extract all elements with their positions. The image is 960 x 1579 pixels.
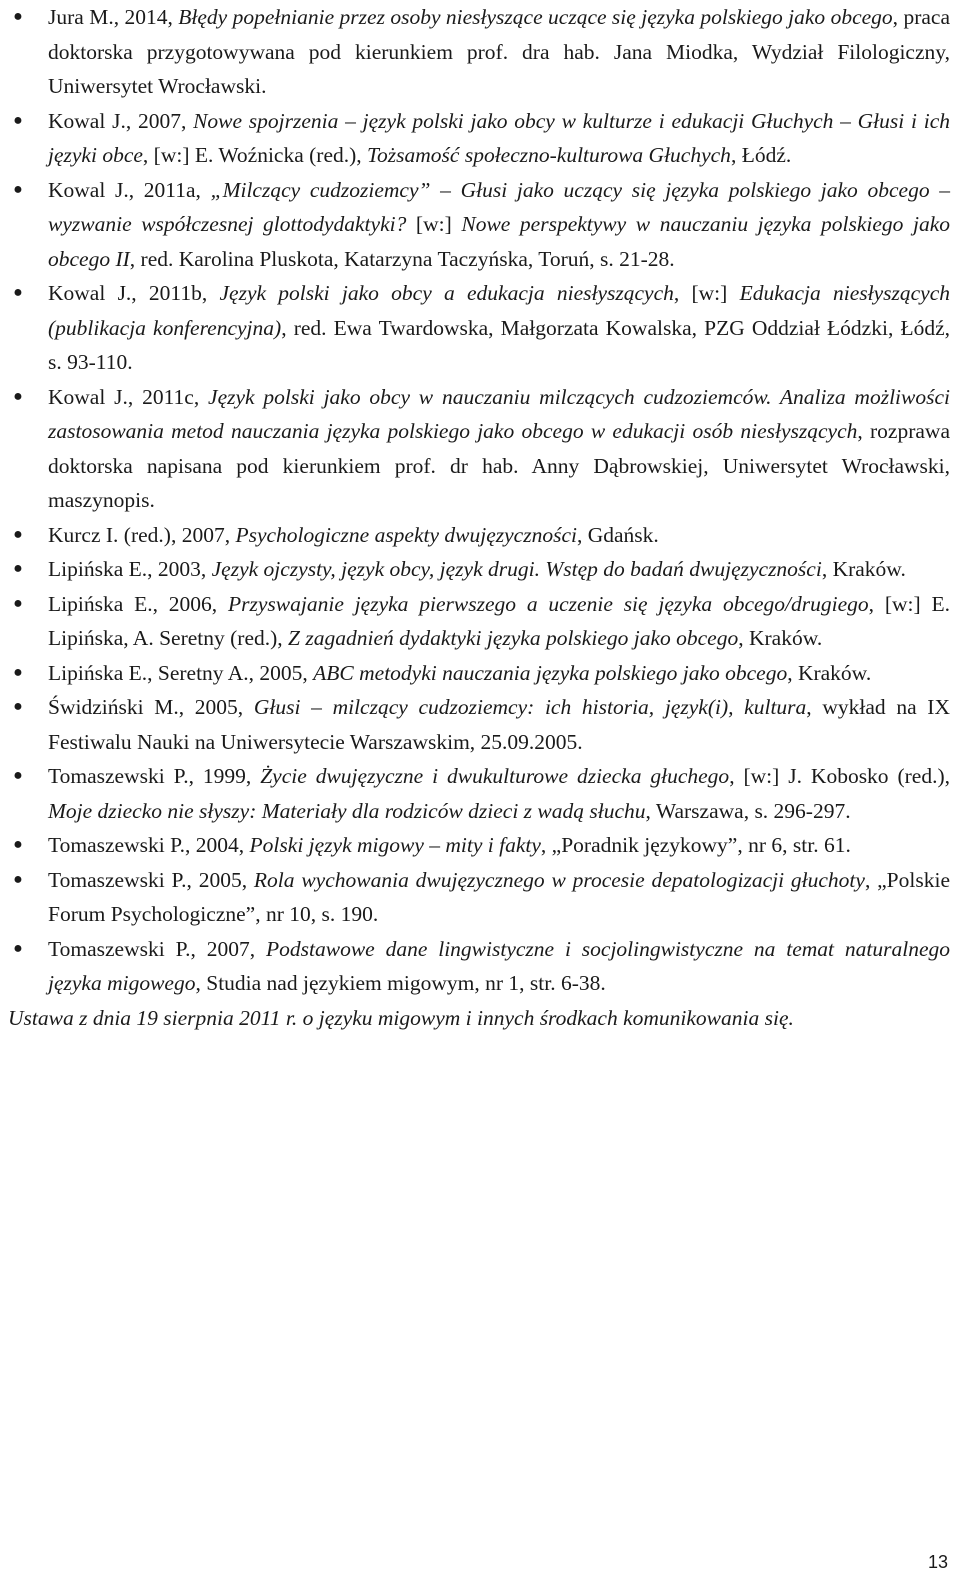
entry-title-text: Psychologiczne aspekty dwujęzyczności	[235, 522, 577, 547]
bibliography-entry	[0, 104, 960, 173]
bibliography-entry	[0, 656, 960, 691]
entry-text: Kowal J., 2007,	[48, 108, 194, 133]
entry-text: Tomaszewski P., 2005,	[48, 867, 254, 892]
entry-text: Tomaszewski P., 1999,	[48, 764, 261, 788]
entry-title-text: Nowe perspektywy w nauczaniu języka polskiego jako obcego II	[48, 212, 950, 271]
bullet-icon: ●	[13, 111, 23, 129]
entry-text: , „Poradnik językowy”, nr 6, str. 61.	[540, 833, 851, 857]
bullet-icon: ●	[13, 767, 23, 784]
entry-text: Lipińska E., 2003,	[48, 557, 212, 581]
entry-text: , [w:] E. Lipińska, A. Seretny (red.),	[48, 591, 951, 650]
bibliography-entry	[0, 932, 960, 1001]
entry-title-text: Podstawowe dane lingwistyczne i socjolingwistyczne na temat naturalnego języka migowego	[48, 936, 950, 995]
entry-text: , praca doktorska przygotowywana pod kierunkiem prof. dra hab. Jana Miodka, Wydział Filologiczny, Uniwersytet Wrocławski.	[48, 5, 950, 98]
entry-text: Jura M., 2014,	[48, 5, 179, 29]
bibliography-entry	[0, 173, 960, 277]
entry-text: [w:]	[406, 212, 462, 236]
entry-text: Lipińska E., 2006,	[48, 591, 228, 616]
entry-title-text: Rola wychowania dwujęzycznego w procesie depatologizacji głuchoty	[253, 867, 865, 892]
entry-text: , red. Karolina Pluskota, Katarzyna Taczyńska, Toruń, s. 21-28.	[129, 246, 675, 271]
entry-text: Kurcz I. (red.), 2007,	[48, 522, 236, 547]
entry-text: , „Polskie Forum Psychologiczne”, nr 10, s. 190.	[48, 867, 950, 926]
entry-title-text: „Milczący cudzoziemcy” – Głusi jako uczący się języka polskiego jako obcego – wyzwanie współczesnej glottodydaktyki?	[48, 177, 950, 236]
bullet-icon: ●	[13, 8, 23, 25]
bullet-icon: ●	[13, 939, 23, 957]
entry-text: Kowal J., 2011a,	[48, 177, 211, 202]
final-reference-line: Ustawa z dnia 19 sierpnia 2011 r. o języku migowym i innych środkach komunikowania się.	[8, 1005, 794, 1030]
entry-text: , Gdańsk.	[576, 522, 659, 547]
entry-text: , Studia nad językiem migowym, nr 1, str. 6-38.	[195, 971, 606, 995]
entry-title-text: Język polski jako obcy w nauczaniu milczących cudzoziemców. Analiza możliwości zastosowania metod nauczania języka polskiego jako obcego w edukacji osób niesłyszących	[48, 384, 950, 443]
bibliography-entry	[0, 863, 960, 932]
entry-text: , [w:] E. Woźnicka (red.),	[142, 143, 368, 167]
bibliography-entry	[0, 587, 960, 656]
entry-text: , [w:]	[673, 281, 740, 305]
bullet-icon: ●	[13, 560, 23, 577]
entry-title-text: Z zagadnień dydaktyki języka polskiego jako obcego	[288, 626, 739, 650]
entry-text: , Kraków.	[787, 660, 872, 685]
bullet-icon: ●	[13, 663, 23, 681]
bullet-icon: ●	[13, 698, 23, 715]
bibliography-entry	[0, 0, 960, 104]
entry-text: Kowal J., 2011b,	[48, 281, 220, 305]
entry-title-text: Edukacja niesłyszących (publikacja konferencyjna)	[48, 281, 951, 340]
entry-title-text: Przyswajanie języka pierwszego a uczenie się języka obcego/drugiego	[228, 591, 869, 616]
entry-title-text: Błędy popełnianie przez osoby niesłyszące uczące się języka polskiego jako obcego	[178, 5, 893, 29]
page-number: 13	[927, 1552, 948, 1572]
entry-title-text: Polski język migowy – mity i fakty	[249, 833, 541, 857]
bibliography-entry	[0, 690, 960, 759]
entry-title-text: Język polski jako obcy a edukacja niesłyszących	[219, 281, 674, 305]
entry-title-text: Tożsamość społeczno-kulturowa Głuchych	[367, 143, 731, 167]
entry-text: , Łódź.	[730, 143, 792, 167]
entry-title-text: Głusi – milczący cudzoziemcy: ich historia, język(i), kultura	[253, 695, 807, 719]
bibliography-entry	[0, 828, 960, 863]
entry-text: Tomaszewski P., 2004,	[48, 833, 250, 857]
bullet-icon: ●	[13, 594, 23, 612]
entry-text: Kowal J., 2011c,	[48, 384, 209, 409]
entry-text: Lipińska E., Seretny A., 2005,	[48, 660, 314, 685]
entry-text: Świdziński M., 2005,	[48, 695, 254, 719]
bullet-icon: ●	[13, 525, 23, 543]
entry-title-text: ABC metodyki nauczania języka polskiego jako obcego	[313, 660, 788, 685]
entry-text: , wykład na IX Festiwalu Nauki na Uniwersytecie Warszawskim, 25.09.2005.	[48, 695, 950, 754]
bullet-icon: ●	[13, 870, 23, 888]
bullet-icon: ●	[13, 284, 23, 301]
entry-text: , Kraków.	[738, 626, 823, 650]
entry-title-text: Język ojczysty, język obcy, język drugi. Wstęp do badań dwujęzyczności	[211, 557, 822, 581]
entry-text: , [w:] J. Kobosko (red.),	[729, 764, 951, 788]
entry-text: , Warszawa, s. 296-297.	[645, 798, 851, 823]
bibliography-entry	[0, 380, 960, 518]
entry-text: , rozprawa doktorska napisana pod kierunkiem prof. dr hab. Anny Dąbrowskiej, Uniwersytet Wrocławski, maszynopis.	[48, 419, 950, 512]
bibliography-entry	[0, 759, 960, 828]
bullet-icon: ●	[13, 387, 23, 405]
bibliography-entry	[0, 518, 960, 553]
bullet-icon: ●	[13, 836, 23, 853]
entry-text: , Kraków.	[821, 557, 906, 581]
bullet-icon: ●	[13, 180, 23, 198]
entry-text: Tomaszewski P., 2007,	[48, 936, 267, 961]
entry-text: , red. Ewa Twardowska, Małgorzata Kowalska, PZG Oddział Łódzki, Łódź, s. 93-110.	[48, 315, 950, 374]
bibliography-entry	[0, 552, 960, 587]
entry-title-text: Moje dziecko nie słyszy: Materiały dla rodziców dzieci z wadą słuchu	[48, 798, 646, 823]
entry-title-text: Nowe spojrzenia – język polski jako obcy w kulturze i edukacji Głuchych – Głusi i ich języki obce	[48, 108, 950, 167]
entry-title-text: Życie dwujęzyczne i dwukulturowe dziecka głuchego	[260, 764, 730, 788]
bibliography-entry	[0, 276, 960, 380]
